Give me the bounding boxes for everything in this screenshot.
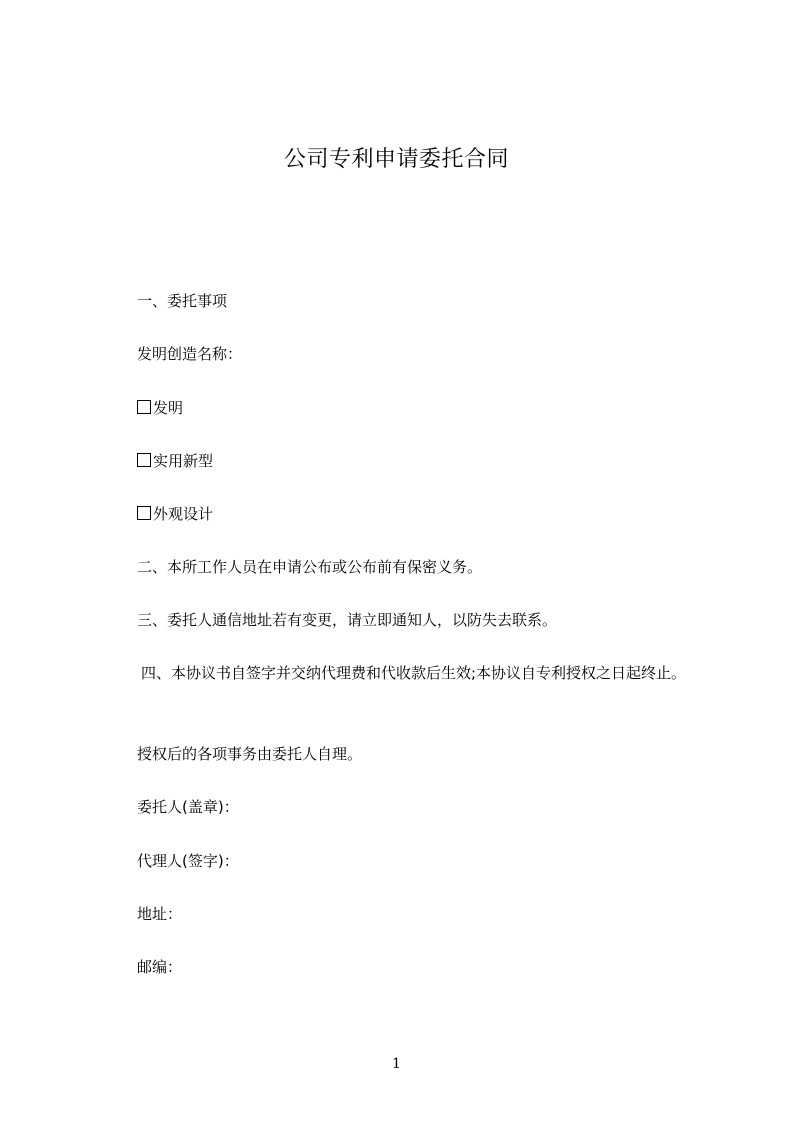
postcode-label: 邮编： [137,958,183,976]
section2-text: 二、本所工作人员在申请公布或公布前有保密义务。 [137,558,483,576]
option-utility-model-label: 实用新型 [153,452,214,470]
section1-heading: 一、委托事项 [137,292,228,310]
checkbox-design[interactable] [137,506,151,520]
checkbox-utility-model[interactable] [137,453,151,467]
option-design[interactable] [137,503,213,525]
page-number: 1 [392,1056,401,1072]
section3-text: 三、委托人通信地址若有变更，请立即通知人，以防失去联系。 [137,611,558,629]
option-invention[interactable] [137,397,183,419]
invention-name-label: 发明创造名称： [137,345,243,363]
option-invention-label: 发明 [153,399,184,417]
option-design-label: 外观设计 [153,505,214,523]
agent-signature-label: 代理人(签字)： [137,852,239,870]
section4-text: 四、本协议书自签字并交纳代理费和代收款后生效;本协议自专利授权之日起终止。 [141,664,687,682]
address-label: 地址： [137,905,183,923]
after-grant-text: 授权后的各项事务由委托人自理。 [137,745,363,763]
checkbox-invention[interactable] [137,400,151,414]
option-utility-model[interactable] [137,450,213,472]
document-title: 公司专利申请委托合同 [283,147,509,172]
client-seal-label: 委托人(盖章)： [137,798,239,816]
